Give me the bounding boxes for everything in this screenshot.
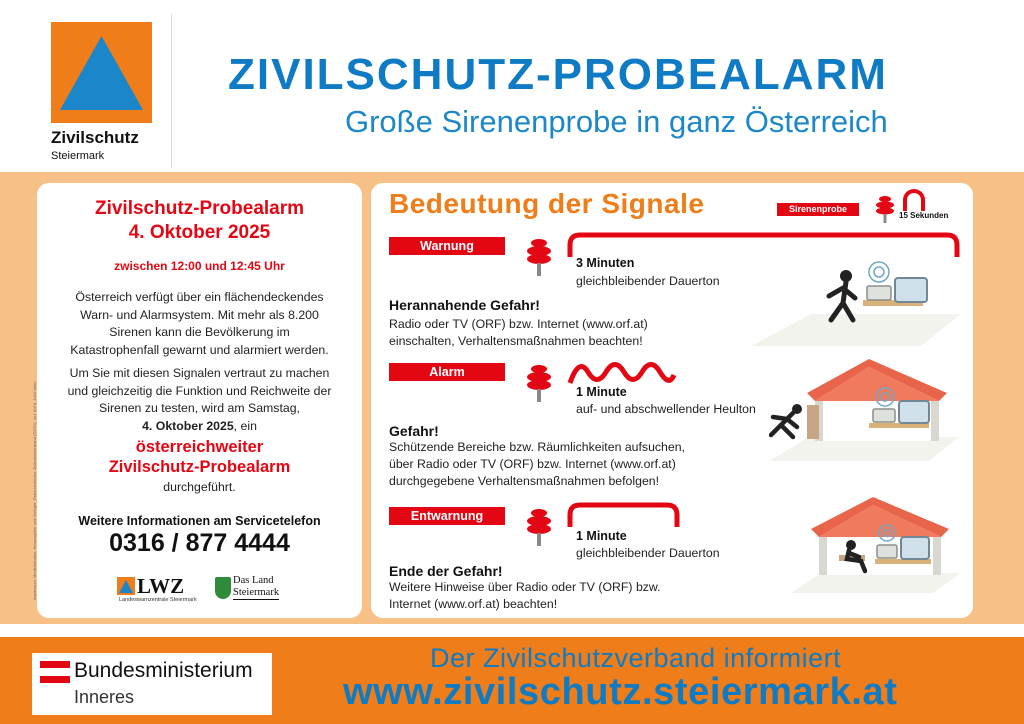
done-text: durchgeführt.: [163, 480, 236, 494]
zivilschutz-logo: [38, 14, 172, 168]
page-title: ZIVILSCHUTZ-PROBEALARM: [228, 50, 888, 99]
signals-panel: [371, 183, 973, 618]
lwz-triangle-icon: [117, 577, 135, 595]
signal-heading: Herannahende Gefahr!: [389, 297, 540, 313]
person-outdoor-illustration: [751, 258, 961, 353]
land-line: Das Land: [233, 575, 274, 586]
service-phone-number: 0316 / 877 4444: [109, 529, 290, 557]
signal-heading: Gefahr!: [389, 423, 439, 439]
highlight-text: [37, 437, 362, 477]
event-date: 4. Oktober 2025: [128, 222, 271, 243]
lwz-name: LWZ: [137, 574, 185, 598]
logo-region: Steiermark: [51, 150, 105, 162]
signal-description: [389, 316, 648, 350]
logo-triangle-icon: [51, 22, 152, 123]
info-panel: [37, 183, 362, 618]
austria-flag-icon: [40, 661, 70, 683]
signal-heading: Ende der Gefahr!: [389, 563, 503, 579]
coat-of-arms-icon: [215, 577, 231, 599]
text-line: Um Sie mit diesen Signalen vertraut zu machen: [69, 366, 330, 380]
text-line: über Radio oder TV (ORF) bzw. Internet (www.orf.at): [389, 457, 676, 471]
ministry-name: Bundesministerium: [74, 659, 253, 682]
intro-paragraph: [47, 289, 352, 359]
footer-tagline: Der Zivilschutzverband informiert: [430, 643, 842, 673]
signal-description: [389, 579, 661, 613]
text-line: Warn- und Alarmsystem. Mit mehr als 8.200: [80, 307, 319, 322]
purpose-date: 4. Oktober 2025: [142, 418, 234, 433]
event-time: zwischen 12:00 und 12:45 Uhr: [114, 259, 285, 273]
land-name: [233, 575, 279, 600]
header: [0, 0, 1024, 172]
signal-duration: 1 Minute: [576, 529, 627, 543]
text-line: durchgegebene Verhaltensmaßnahmen befolgen!: [389, 474, 660, 488]
page-subtitle: Große Sirenenprobe in ganz Österreich: [345, 104, 888, 139]
imprint-text: Impressum: Medieninhaber, Herausgeber und Verleger: Österreichischer Zivilschutzverband (ÖZSV), 4o1 Hof 8, 1010 Wien: [32, 381, 37, 600]
service-phone-label: Weitere Informationen am Servicetelefon: [78, 514, 321, 528]
text-fragment: , ein: [233, 418, 257, 433]
signal-tone: gleichbleibender Dauerton: [576, 546, 720, 560]
text-line: [47, 418, 352, 436]
signal-tone: gleichbleibender Dauerton: [576, 274, 720, 288]
land-line: Steiermark: [233, 587, 280, 598]
highlight-line: österreichweiter: [135, 438, 264, 456]
text-line: Radio oder TV (ORF) bzw. Internet (www.orf.at): [389, 317, 648, 331]
text-line: Internet (www.orf.at) beachten!: [389, 597, 558, 611]
highlight-line: Zivilschutz-Probealarm: [108, 458, 291, 476]
bmi-logo: [32, 653, 272, 715]
short-tone-icon: [903, 189, 925, 211]
signal-label-warnung: Warnung: [389, 237, 505, 255]
signal-description: [389, 439, 685, 490]
text-line: Österreich verfügt über ein flächendeckendes: [75, 290, 324, 304]
land-steiermark-logo: [215, 575, 287, 607]
siren-icon: [875, 195, 895, 230]
event-title: [37, 197, 362, 245]
event-title-line: Zivilschutz-Probealarm: [94, 198, 305, 219]
siren-icon: [525, 237, 553, 282]
person-entering-house-illustration: [769, 353, 959, 468]
ministry-sub: Inneres: [74, 687, 135, 707]
text-line: und gleichzeitig die Funktion und Reichweite der: [67, 383, 332, 398]
purpose-paragraph: [47, 365, 352, 435]
signal-label-entwarnung: Entwarnung: [389, 507, 505, 525]
signal-label-alarm: Alarm: [389, 363, 505, 381]
signals-title: Bedeutung der Signale: [389, 188, 705, 219]
footer: [0, 637, 1024, 724]
signal-duration: 1 Minute: [576, 385, 627, 399]
signal-duration: 3 Minuten: [576, 256, 635, 270]
logo-name: Zivilschutz: [51, 128, 139, 147]
lwz-logo: [117, 575, 210, 603]
website-link[interactable]: www.zivilschutz.steiermark.at: [343, 671, 898, 713]
text-line: Sirenen zu testen, wird am Samstag,: [99, 401, 300, 415]
person-inside-house-illustration: [791, 495, 961, 600]
text-line: einschalten, Verhaltensmaßnahmen beachten!: [389, 334, 643, 348]
text-line: Katastrophenfall gewarnt und alarmiert werden.: [70, 342, 329, 357]
probe-label: Sirenenprobe: [777, 203, 859, 216]
siren-icon: [525, 507, 553, 552]
signal-tone: auf- und abschwellender Heulton: [576, 402, 756, 416]
probe-duration: 15 Sekunden: [899, 211, 949, 220]
text-line: Sirenen kann die Bevölkerung im: [109, 325, 290, 339]
text-line: Schützende Bereiche bzw. Räumlichkeiten aufsuchen,: [389, 440, 685, 454]
siren-icon: [525, 363, 553, 408]
lwz-subtitle: Landeswarnzentrale Steiermark: [119, 597, 197, 603]
text-line: Weitere Hinweise über Radio oder TV (ORF) bzw.: [389, 580, 661, 594]
